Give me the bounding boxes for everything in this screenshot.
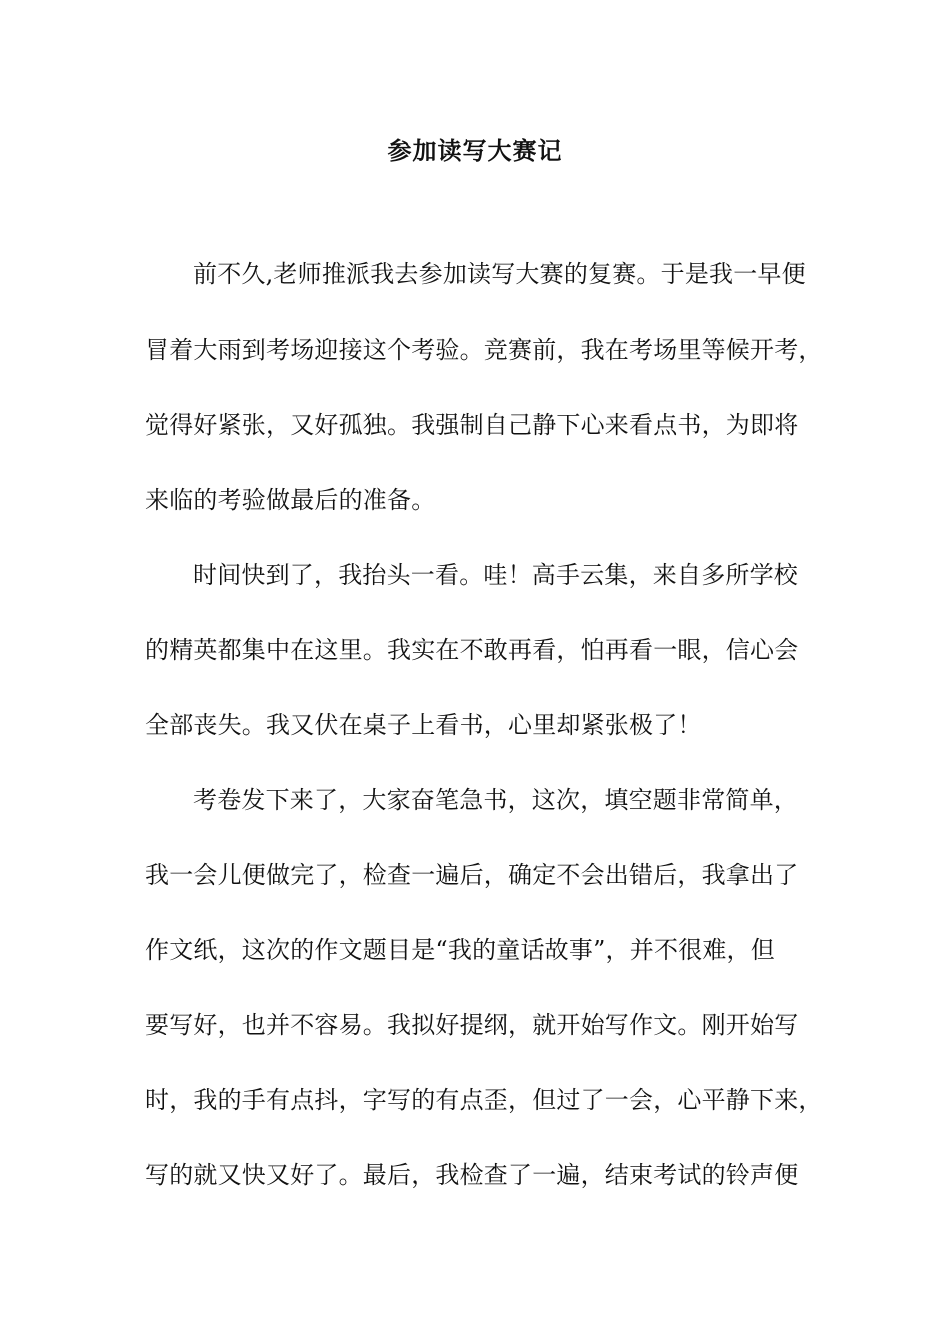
paragraph-3-line-6: 写的就又快又好了。最后，我检查了一遍，结束考试的铃声便 (145, 1161, 799, 1189)
paragraph-1-line-4: 来临的考验做最后的准备。 (145, 486, 436, 514)
paragraph-2-line-2: 的精英都集中在这里。我实在不敢再看，怕再看一眼，信心会 (145, 636, 799, 664)
paragraph-1-line-2: 冒着大雨到考场迎接这个考验。竞赛前，我在考场里等候开考， (145, 336, 823, 364)
document-title: 参加读写大赛记 (387, 136, 563, 165)
paragraph-1-line-3: 觉得好紧张，又好孤独。我强制自己静下心来看点书，为即将 (145, 411, 799, 439)
paragraph-3-line-3: 作文纸，这次的作文题目是“我的童话故事”，并不很难，但 (145, 936, 775, 964)
paragraph-3-line-1: 考卷发下来了，大家奋笔急书，这次，填空题非常简单， (193, 786, 798, 814)
paragraph-2-line-1: 时间快到了，我抬头一看。哇！高手云集，来自多所学校 (193, 561, 798, 589)
paragraph-3-line-4: 要写好，也并不容易。我拟好提纲，就开始写作文。刚开始写 (145, 1011, 799, 1039)
paragraph-1-line-1: 前不久,老师推派我去参加读写大赛的复赛。于是我一早便 (193, 260, 806, 288)
paragraph-3-line-5: 时，我的手有点抖，字写的有点歪，但过了一会，心平静下来， (145, 1086, 823, 1114)
paragraph-2-line-3: 全部丧失。我又伏在桌子上看书，心里却紧张极了！ (145, 711, 702, 739)
paragraph-3-line-2: 我一会儿便做完了，检查一遍后，确定不会出错后，我拿出了 (145, 861, 799, 889)
